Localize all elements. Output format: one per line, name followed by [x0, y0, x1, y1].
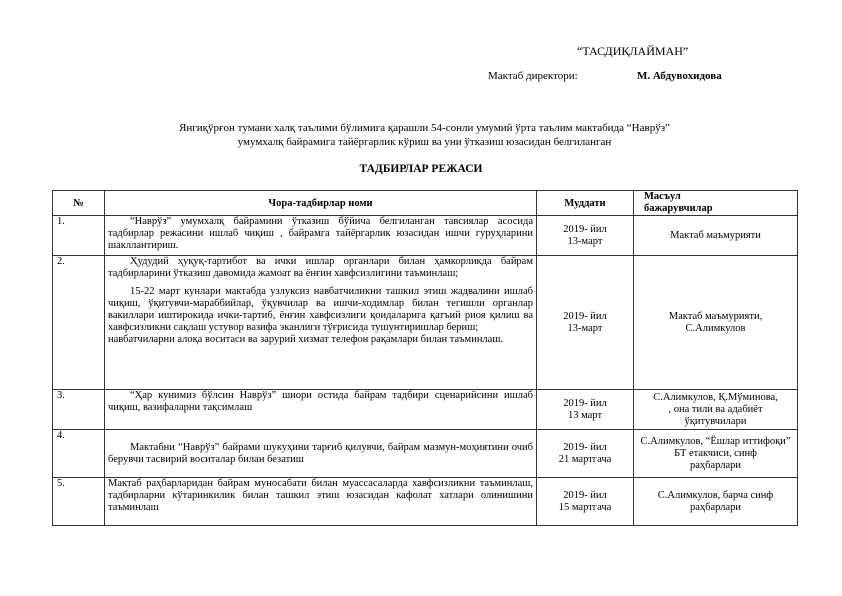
document-intro: [92, 121, 757, 149]
row-deadline-year: 2019- йил: [563, 310, 607, 322]
table-row: [53, 216, 798, 256]
row-action-text: “Наврўз” умумхалқ байрамини ўтказиш бўйича белгиланган тавсиялар асосида тадбирлар режасини ишлаб чиқиш , байрамга тайёргарлик юзасидан ишчи гуруҳларини шакллантириш.: [108, 216, 533, 251]
table-header-row: [53, 191, 798, 216]
row-deadline-date: 13-март: [567, 235, 603, 247]
row-deadline: [537, 216, 634, 256]
row-deadline-date: 13-март: [567, 322, 603, 334]
row-responsible-line2: С.Алимкулов: [685, 322, 746, 334]
row-responsible: [634, 478, 798, 526]
row-action: [105, 216, 537, 256]
approval-stamp-text: “ТАСДИҚЛАЙМАН”: [577, 44, 689, 58]
row-responsible-line2: раҳбарлари: [689, 459, 742, 471]
row-deadline: [537, 256, 634, 390]
director-label: Мактаб директори:: [488, 70, 578, 82]
table-row: [53, 390, 798, 430]
row-deadline-date: 13 март: [567, 409, 603, 421]
header-action: Чора-тадбирлар номи: [105, 191, 537, 216]
row-action-text: Мактаб раҳбарларидан байрам муносабати билан муассасаларда хавфсизликни таъминлаш, тадбирларни кўтаринкилик билан ташкил этиш юзасидан кафолат хатлари олинишини таъминлаш: [108, 478, 533, 513]
table-row: [53, 256, 798, 390]
row-action: [105, 430, 537, 478]
header-responsible: [634, 191, 798, 216]
header-deadline: Муддати: [537, 191, 634, 216]
row-deadline-year: 2019- йил: [563, 223, 607, 235]
row-responsible: [634, 256, 798, 390]
row-action-text: Мактабни “Наврўз” байрами шукуҳини тарғиб қилувчи, байрам мазмун-моҳиятини очиб берувчи тасвирий воситалар билан безатиш: [108, 441, 533, 465]
plan-table: [52, 190, 798, 526]
row-action: [105, 478, 537, 526]
row-deadline: [537, 390, 634, 430]
director-name: М. Абдувохидова: [637, 70, 722, 82]
row-responsible: [634, 390, 798, 430]
row-responsible-line1: Мактаб маъмурияти: [670, 229, 761, 241]
row-responsible: [634, 216, 798, 256]
table-row: [53, 430, 798, 478]
row-action: [105, 256, 537, 390]
row-action: [105, 390, 537, 430]
header-responsible-line1: Масъул: [644, 191, 681, 202]
row-responsible-line1: С.Алимкулов, Қ.Мўминова,: [653, 391, 778, 403]
row-number: 2.: [53, 256, 105, 390]
row-deadline-date: 21 мартгача: [558, 453, 612, 465]
row-deadline: [537, 478, 634, 526]
row-number: 4.: [53, 430, 105, 478]
intro-line-2: умумхалқ байрамига тайёргарлик кўриш ва уни ўтказиш юзасидан белгиланган: [237, 136, 612, 148]
row-responsible: [634, 430, 798, 478]
row-action-text-b: 15-22 март кунлари мактабда узлуксиз навбатчиликни ташкил этиш жадвалини ишлаб чиқиш, ўқитувчи-мараббийлар, ўқувчилар ва ишчи-ходимлар билан тегишли органлар вакиллари иштирокида ички-тартиб, ёнғин хавфсизлиги қоидаларига қатъий риоя қилиш ва хавфсизликни сақлаш устувор вазифа эканлиги тўғрисида тушунтиришлар бериш;: [108, 286, 533, 333]
plan-title: ТАДБИРЛАР РЕЖАСИ: [359, 163, 483, 175]
row-number: 1.: [53, 216, 105, 256]
row-action-text: “Ҳар кунимиз бўлсин Наврўз” шиори остида байрам тадбири сценарийсини ишлаб чиқиш, вазифаларни тақсимлаш: [108, 390, 533, 413]
row-deadline-date: 15 мартгача: [558, 501, 612, 513]
row-responsible-line1: Мактаб маъмурияти,: [668, 310, 763, 322]
row-number: 5.: [53, 478, 105, 526]
row-responsible-line1: С.Алимкулов, барча синф: [657, 489, 774, 501]
intro-line-1: Янгиқўрғон тумани халқ таълими бўлимига қарашли 54-сонли умумий ўрта таълим мактабида “Наврўз”: [179, 122, 670, 134]
row-responsible-line1: С.Алимкулов, “Ёшлар иттифоқи” БТ етакчиси, синф: [640, 435, 791, 459]
row-deadline: [537, 430, 634, 478]
header-responsible-line2: бажарувчилар: [644, 203, 713, 214]
table-row: [53, 478, 798, 526]
row-action-text-c: навбатчиларни алоқа воситаси ва зарурий хизмат телефон рақамлари билан таъминлаш.: [108, 334, 504, 345]
row-deadline-year: 2019- йил: [563, 441, 607, 453]
row-number: 3.: [53, 390, 105, 430]
header-no: №: [53, 191, 105, 216]
row-responsible-line2: раҳбарлари: [689, 501, 742, 513]
row-action-text: Ҳудудий ҳуқуқ-тартибот ва ички ишлар органлари билан ҳамкорликда байрам тадбирларини ўтказиш давомида жамоат ва ёнғин хавфсизлигини таъминлаш;: [108, 256, 533, 279]
row-responsible-line2: , она тили ва адабиёт ўқитувчилари: [668, 403, 763, 427]
row-deadline-year: 2019- йил: [563, 489, 607, 501]
row-deadline-year: 2019- йил: [563, 397, 607, 409]
